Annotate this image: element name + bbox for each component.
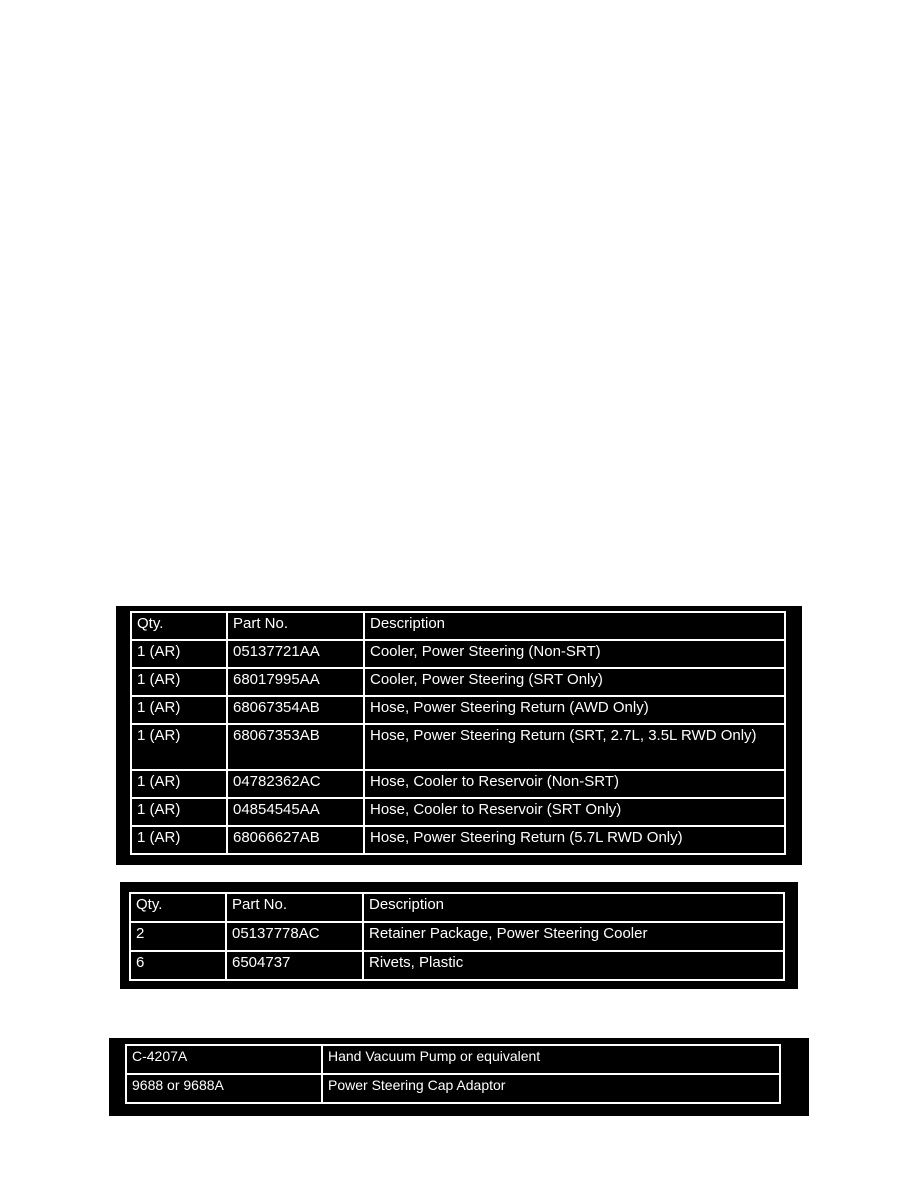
table-row [126, 1045, 780, 1074]
qty-cell: 2 [130, 922, 226, 951]
tool-description-cell: Hand Vacuum Pump or equivalent [322, 1045, 780, 1074]
header-qty: Qty. [130, 893, 226, 922]
description-cell: Cooler, Power Steering (SRT Only) [364, 668, 785, 696]
parts-table [130, 611, 786, 855]
header-part-no: Part No. [226, 893, 363, 922]
part-no-cell: 68067354AB [227, 696, 364, 724]
hardware-table [129, 892, 785, 981]
description-cell: Hose, Cooler to Reservoir (SRT Only) [364, 798, 785, 826]
part-no-cell: 04782362AC [227, 770, 364, 798]
tools-table [125, 1044, 781, 1104]
qty-cell: 1 (AR) [131, 826, 227, 854]
table-header-row [130, 893, 784, 922]
tool-number-cell: 9688 or 9688A [126, 1074, 322, 1103]
qty-cell: 1 (AR) [131, 640, 227, 668]
header-description: Description [364, 612, 785, 640]
table-header-row [131, 612, 785, 640]
table-row [130, 951, 784, 980]
part-no-cell: 04854545AA [227, 798, 364, 826]
table-row [131, 798, 785, 826]
description-cell: Retainer Package, Power Steering Cooler [363, 922, 784, 951]
table-row [131, 826, 785, 854]
header-qty: Qty. [131, 612, 227, 640]
hardware-table-panel [120, 882, 798, 989]
part-no-cell: 05137721AA [227, 640, 364, 668]
qty-cell: 6 [130, 951, 226, 980]
description-cell: Hose, Cooler to Reservoir (Non-SRT) [364, 770, 785, 798]
qty-cell: 1 (AR) [131, 770, 227, 798]
parts-table-panel [116, 606, 802, 865]
description-cell: Hose, Power Steering Return (5.7L RWD Only) [364, 826, 785, 854]
header-part-no: Part No. [227, 612, 364, 640]
table-row [131, 770, 785, 798]
table-row [126, 1074, 780, 1103]
table-row [131, 724, 785, 770]
header-description: Description [363, 893, 784, 922]
part-no-cell: 68017995AA [227, 668, 364, 696]
table-row [131, 640, 785, 668]
qty-cell: 1 (AR) [131, 696, 227, 724]
tools-table-panel [109, 1038, 809, 1116]
part-no-cell: 6504737 [226, 951, 363, 980]
description-cell: Rivets, Plastic [363, 951, 784, 980]
table-row [131, 668, 785, 696]
tool-number-cell: C-4207A [126, 1045, 322, 1074]
part-no-cell: 68066627AB [227, 826, 364, 854]
description-cell: Cooler, Power Steering (Non-SRT) [364, 640, 785, 668]
table-row [131, 696, 785, 724]
part-no-cell: 68067353AB [227, 724, 364, 770]
part-no-cell: 05137778AC [226, 922, 363, 951]
description-cell: Hose, Power Steering Return (SRT, 2.7L, 3.5L RWD Only) [364, 724, 785, 770]
qty-cell: 1 (AR) [131, 668, 227, 696]
description-cell: Hose, Power Steering Return (AWD Only) [364, 696, 785, 724]
table-row [130, 922, 784, 951]
qty-cell: 1 (AR) [131, 798, 227, 826]
tool-description-cell: Power Steering Cap Adaptor [322, 1074, 780, 1103]
qty-cell: 1 (AR) [131, 724, 227, 770]
